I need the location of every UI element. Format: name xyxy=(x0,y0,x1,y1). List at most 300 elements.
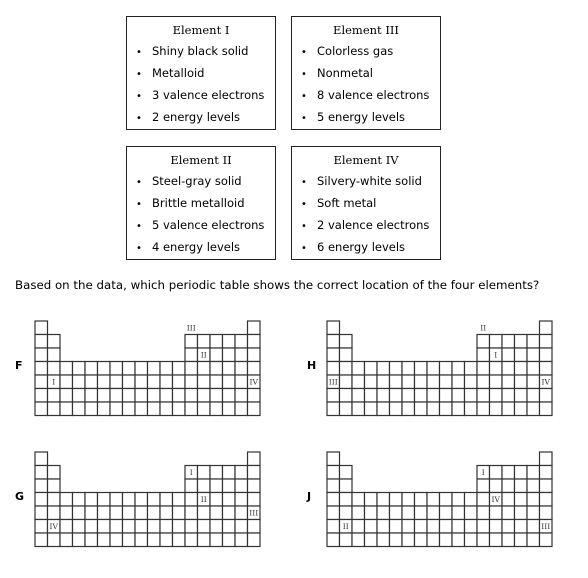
table-cell xyxy=(365,362,378,376)
table-cell xyxy=(35,375,48,389)
table-cell xyxy=(327,402,340,416)
table-cell xyxy=(135,520,148,534)
property-item: • Colorless gas xyxy=(301,44,394,58)
table-cell xyxy=(427,402,440,416)
table-cell xyxy=(402,493,415,507)
table-cell xyxy=(415,389,428,403)
table-cell xyxy=(160,520,173,534)
table-cell xyxy=(210,389,223,403)
table-cell xyxy=(210,375,223,389)
table-cell xyxy=(73,493,86,507)
table-cell xyxy=(248,479,261,493)
table-cell xyxy=(235,493,248,507)
table-cell xyxy=(60,375,73,389)
table-cell xyxy=(540,506,553,520)
table-cell xyxy=(415,533,428,547)
table-cell xyxy=(123,362,136,376)
table-cell xyxy=(173,375,186,389)
table-cell xyxy=(123,506,136,520)
table-cell xyxy=(502,466,515,480)
table-cell xyxy=(490,362,503,376)
table-cell xyxy=(148,493,161,507)
table-cell xyxy=(540,533,553,547)
table-cell xyxy=(110,520,123,534)
table-cell xyxy=(452,362,465,376)
table-cell xyxy=(390,506,403,520)
table-cell xyxy=(235,389,248,403)
table-cell xyxy=(248,452,261,466)
table-cell xyxy=(35,452,48,466)
table-cell xyxy=(235,375,248,389)
table-cell xyxy=(452,402,465,416)
table-cell xyxy=(327,389,340,403)
table-cell xyxy=(352,362,365,376)
choice-letter-j: J xyxy=(307,490,312,503)
element-title: Element IV xyxy=(333,153,399,167)
table-cell xyxy=(160,362,173,376)
table-cell xyxy=(340,466,353,480)
table-cell xyxy=(148,389,161,403)
table-cell xyxy=(123,493,136,507)
table-cell xyxy=(185,520,198,534)
table-cell xyxy=(390,389,403,403)
element-title: Element II xyxy=(170,153,232,167)
property-item: • 5 energy levels xyxy=(301,110,406,124)
table-cell xyxy=(248,348,261,362)
table-cell xyxy=(148,402,161,416)
table-cell xyxy=(352,402,365,416)
table-cell xyxy=(185,389,198,403)
table-cell xyxy=(35,389,48,403)
table-cell xyxy=(402,533,415,547)
table-cell xyxy=(390,493,403,507)
table-cell xyxy=(198,389,211,403)
table-cell xyxy=(48,506,61,520)
table-cell xyxy=(173,493,186,507)
table-cell xyxy=(110,362,123,376)
table-cell xyxy=(527,402,540,416)
table-cell xyxy=(235,479,248,493)
table-cell xyxy=(452,520,465,534)
table-cell xyxy=(73,520,86,534)
table-cell xyxy=(390,375,403,389)
table-cell xyxy=(35,348,48,362)
table-cell xyxy=(440,402,453,416)
table-cell xyxy=(327,493,340,507)
table-cell xyxy=(73,362,86,376)
property-item: • Steel-gray solid xyxy=(136,174,242,188)
element-marker-iv: IV xyxy=(541,377,550,387)
table-cell xyxy=(415,362,428,376)
element-marker-iii: III xyxy=(541,522,551,532)
table-cell xyxy=(198,506,211,520)
table-cell xyxy=(60,520,73,534)
table-cell xyxy=(377,493,390,507)
table-cell xyxy=(248,402,261,416)
table-cell xyxy=(73,506,86,520)
table-cell xyxy=(210,479,223,493)
element-title: Element III xyxy=(333,23,399,37)
table-cell xyxy=(427,362,440,376)
table-cell xyxy=(210,335,223,349)
table-cell xyxy=(490,389,503,403)
table-cell xyxy=(340,506,353,520)
table-cell xyxy=(352,389,365,403)
table-cell xyxy=(85,389,98,403)
table-cell xyxy=(173,520,186,534)
table-cell xyxy=(48,402,61,416)
table-cell xyxy=(160,389,173,403)
table-cell xyxy=(123,533,136,547)
table-cell xyxy=(48,466,61,480)
table-cell xyxy=(48,389,61,403)
table-cell xyxy=(502,493,515,507)
table-cell xyxy=(35,335,48,349)
table-cell xyxy=(427,506,440,520)
choice-letter-h: H xyxy=(307,359,317,372)
table-cell xyxy=(148,362,161,376)
table-cell xyxy=(365,520,378,534)
table-cell xyxy=(515,375,528,389)
table-cell xyxy=(527,466,540,480)
table-cell xyxy=(210,493,223,507)
table-cell xyxy=(490,520,503,534)
table-cell xyxy=(223,389,236,403)
table-cell xyxy=(185,335,198,349)
question-text: Based on the data, which periodic table shows the correct location of the four elements? xyxy=(15,278,540,292)
property-item: • 2 valence electrons xyxy=(301,218,430,232)
table-cell xyxy=(160,506,173,520)
table-cell xyxy=(327,321,340,335)
table-cell xyxy=(440,493,453,507)
table-cell xyxy=(377,402,390,416)
table-cell xyxy=(477,402,490,416)
table-cell xyxy=(502,479,515,493)
table-cell xyxy=(135,375,148,389)
table-cell xyxy=(440,506,453,520)
table-cell xyxy=(160,493,173,507)
periodic-table-f[interactable] xyxy=(35,321,263,419)
table-cell xyxy=(515,389,528,403)
table-cell xyxy=(73,389,86,403)
table-cell xyxy=(35,493,48,507)
table-cell xyxy=(110,533,123,547)
property-item: • Metalloid xyxy=(136,66,205,80)
table-cell xyxy=(415,375,428,389)
table-cell xyxy=(173,402,186,416)
table-cell xyxy=(98,362,111,376)
table-cell xyxy=(73,533,86,547)
table-cell xyxy=(427,493,440,507)
table-cell xyxy=(540,402,553,416)
table-cell xyxy=(465,506,478,520)
element-marker-iv: IV xyxy=(249,377,258,387)
periodic-table-h[interactable] xyxy=(327,321,555,419)
table-cell xyxy=(185,493,198,507)
choice-letter-g: G xyxy=(15,490,25,503)
table-cell xyxy=(185,506,198,520)
table-cell xyxy=(210,520,223,534)
element-marker-i: I xyxy=(494,350,498,360)
table-cell xyxy=(210,466,223,480)
table-cell xyxy=(235,520,248,534)
table-cell xyxy=(527,348,540,362)
table-cell xyxy=(198,466,211,480)
table-cell xyxy=(173,506,186,520)
table-cell xyxy=(327,362,340,376)
table-cell xyxy=(415,520,428,534)
table-cell xyxy=(402,375,415,389)
property-item: • 2 energy levels xyxy=(136,110,241,124)
table-cell xyxy=(210,362,223,376)
table-cell xyxy=(452,375,465,389)
table-cell xyxy=(185,533,198,547)
table-cell xyxy=(198,402,211,416)
table-cell xyxy=(502,402,515,416)
table-cell xyxy=(502,533,515,547)
table-cell xyxy=(185,479,198,493)
table-cell xyxy=(98,389,111,403)
table-cell xyxy=(390,533,403,547)
table-cell xyxy=(35,466,48,480)
table-cell xyxy=(198,335,211,349)
table-cell xyxy=(223,348,236,362)
table-cell xyxy=(135,506,148,520)
table-cell xyxy=(540,452,553,466)
table-cell xyxy=(352,520,365,534)
property-item: • 5 valence electrons xyxy=(136,218,265,232)
choice-letter-f: F xyxy=(15,359,23,372)
table-cell xyxy=(402,520,415,534)
table-cell xyxy=(490,466,503,480)
table-cell xyxy=(135,389,148,403)
table-cell xyxy=(160,533,173,547)
table-cell xyxy=(248,389,261,403)
table-cell xyxy=(110,506,123,520)
table-cell xyxy=(148,375,161,389)
table-cell xyxy=(235,348,248,362)
table-cell xyxy=(515,348,528,362)
table-cell xyxy=(327,335,340,349)
property-item: • 8 valence electrons xyxy=(301,88,430,102)
element-marker-ii: II xyxy=(342,522,349,532)
table-cell xyxy=(352,375,365,389)
element-card-4 xyxy=(291,146,441,260)
table-cell xyxy=(327,533,340,547)
table-cell xyxy=(235,533,248,547)
table-cell xyxy=(48,335,61,349)
table-cell xyxy=(210,348,223,362)
table-cell xyxy=(352,493,365,507)
table-cell xyxy=(340,348,353,362)
table-cell xyxy=(248,493,261,507)
table-cell xyxy=(427,375,440,389)
table-cell xyxy=(527,389,540,403)
table-cell xyxy=(477,533,490,547)
table-cell xyxy=(490,479,503,493)
table-cell xyxy=(515,533,528,547)
table-cell xyxy=(35,321,48,335)
element-marker-iv: IV xyxy=(49,522,58,532)
table-cell xyxy=(185,362,198,376)
table-cell xyxy=(248,321,261,335)
periodic-table-g[interactable] xyxy=(35,452,263,550)
table-cell xyxy=(352,533,365,547)
table-cell xyxy=(35,362,48,376)
table-cell xyxy=(340,362,353,376)
property-list xyxy=(292,171,440,259)
table-cell xyxy=(135,402,148,416)
table-cell xyxy=(173,362,186,376)
table-cell xyxy=(465,375,478,389)
element-card-3 xyxy=(291,16,441,130)
table-cell xyxy=(415,493,428,507)
table-cell xyxy=(390,362,403,376)
table-cell xyxy=(48,479,61,493)
table-cell xyxy=(173,389,186,403)
table-cell xyxy=(527,479,540,493)
table-cell xyxy=(502,520,515,534)
table-cell xyxy=(540,335,553,349)
table-cell xyxy=(160,402,173,416)
table-cell xyxy=(223,506,236,520)
table-cell xyxy=(235,362,248,376)
table-cell xyxy=(402,389,415,403)
table-cell xyxy=(465,493,478,507)
table-cell xyxy=(440,375,453,389)
table-cell xyxy=(427,389,440,403)
table-cell xyxy=(98,375,111,389)
table-cell xyxy=(98,493,111,507)
table-cell xyxy=(110,389,123,403)
table-cell xyxy=(223,335,236,349)
table-cell xyxy=(540,479,553,493)
element-marker-iii: III xyxy=(249,508,259,518)
table-cell xyxy=(365,402,378,416)
table-cell xyxy=(527,375,540,389)
table-cell xyxy=(60,506,73,520)
table-cell xyxy=(452,533,465,547)
table-cell xyxy=(490,506,503,520)
table-cell xyxy=(515,362,528,376)
element-card-2 xyxy=(126,146,276,260)
table-cell xyxy=(123,520,136,534)
element-marker-iv: IV xyxy=(491,495,500,505)
property-item: • 4 energy levels xyxy=(136,240,241,254)
element-marker-i: I xyxy=(189,468,193,478)
property-item: • 6 energy levels xyxy=(301,240,406,254)
table-cell xyxy=(452,506,465,520)
table-cell xyxy=(60,402,73,416)
table-cell xyxy=(527,520,540,534)
element-marker-ii: II xyxy=(200,495,207,505)
table-cell xyxy=(85,493,98,507)
table-cell xyxy=(123,402,136,416)
table-cell xyxy=(35,402,48,416)
table-cell xyxy=(515,493,528,507)
table-cell xyxy=(210,506,223,520)
table-cell xyxy=(377,520,390,534)
table-cell xyxy=(327,452,340,466)
table-cell xyxy=(540,321,553,335)
element-title: Element I xyxy=(172,23,230,37)
table-cell xyxy=(365,493,378,507)
table-cell xyxy=(340,479,353,493)
element-marker-iii: III xyxy=(328,377,338,387)
table-cell xyxy=(248,362,261,376)
table-cell xyxy=(365,533,378,547)
table-cell xyxy=(48,348,61,362)
table-cell xyxy=(48,493,61,507)
table-cell xyxy=(540,389,553,403)
table-cell xyxy=(185,402,198,416)
element-card-1 xyxy=(126,16,276,130)
table-cell xyxy=(352,506,365,520)
table-cell xyxy=(35,506,48,520)
table-cell xyxy=(248,335,261,349)
table-cell xyxy=(340,389,353,403)
table-cell xyxy=(415,402,428,416)
table-cell xyxy=(48,533,61,547)
element-marker-iii: III xyxy=(186,323,196,333)
table-cell xyxy=(327,348,340,362)
table-cell xyxy=(377,389,390,403)
periodic-table-j[interactable] xyxy=(327,452,555,550)
table-cell xyxy=(465,389,478,403)
table-cell xyxy=(98,533,111,547)
table-cell xyxy=(515,520,528,534)
table-cell xyxy=(235,335,248,349)
table-cell xyxy=(160,375,173,389)
table-cell xyxy=(365,389,378,403)
table-cell xyxy=(465,520,478,534)
table-cell xyxy=(490,375,503,389)
table-cell xyxy=(440,520,453,534)
table-cell xyxy=(223,375,236,389)
table-cell xyxy=(235,506,248,520)
table-cell xyxy=(135,493,148,507)
table-cell xyxy=(402,362,415,376)
table-cell xyxy=(110,375,123,389)
table-cell xyxy=(123,375,136,389)
table-cell xyxy=(377,375,390,389)
table-cell xyxy=(540,348,553,362)
table-cell xyxy=(210,402,223,416)
table-cell xyxy=(73,402,86,416)
table-cell xyxy=(515,466,528,480)
property-item: • Soft metal xyxy=(301,196,377,210)
table-cell xyxy=(60,389,73,403)
table-cell xyxy=(210,533,223,547)
table-cell xyxy=(477,479,490,493)
table-cell xyxy=(327,466,340,480)
property-list xyxy=(127,41,275,129)
table-cell xyxy=(427,533,440,547)
property-list xyxy=(292,41,440,129)
table-cell xyxy=(540,493,553,507)
table-cell xyxy=(327,479,340,493)
table-cell xyxy=(173,533,186,547)
table-cell xyxy=(452,389,465,403)
table-cell xyxy=(327,506,340,520)
table-cell xyxy=(223,493,236,507)
table-cell xyxy=(223,402,236,416)
table-cell xyxy=(60,533,73,547)
table-cell xyxy=(148,506,161,520)
table-cell xyxy=(502,389,515,403)
table-cell xyxy=(148,520,161,534)
table-cell xyxy=(123,389,136,403)
